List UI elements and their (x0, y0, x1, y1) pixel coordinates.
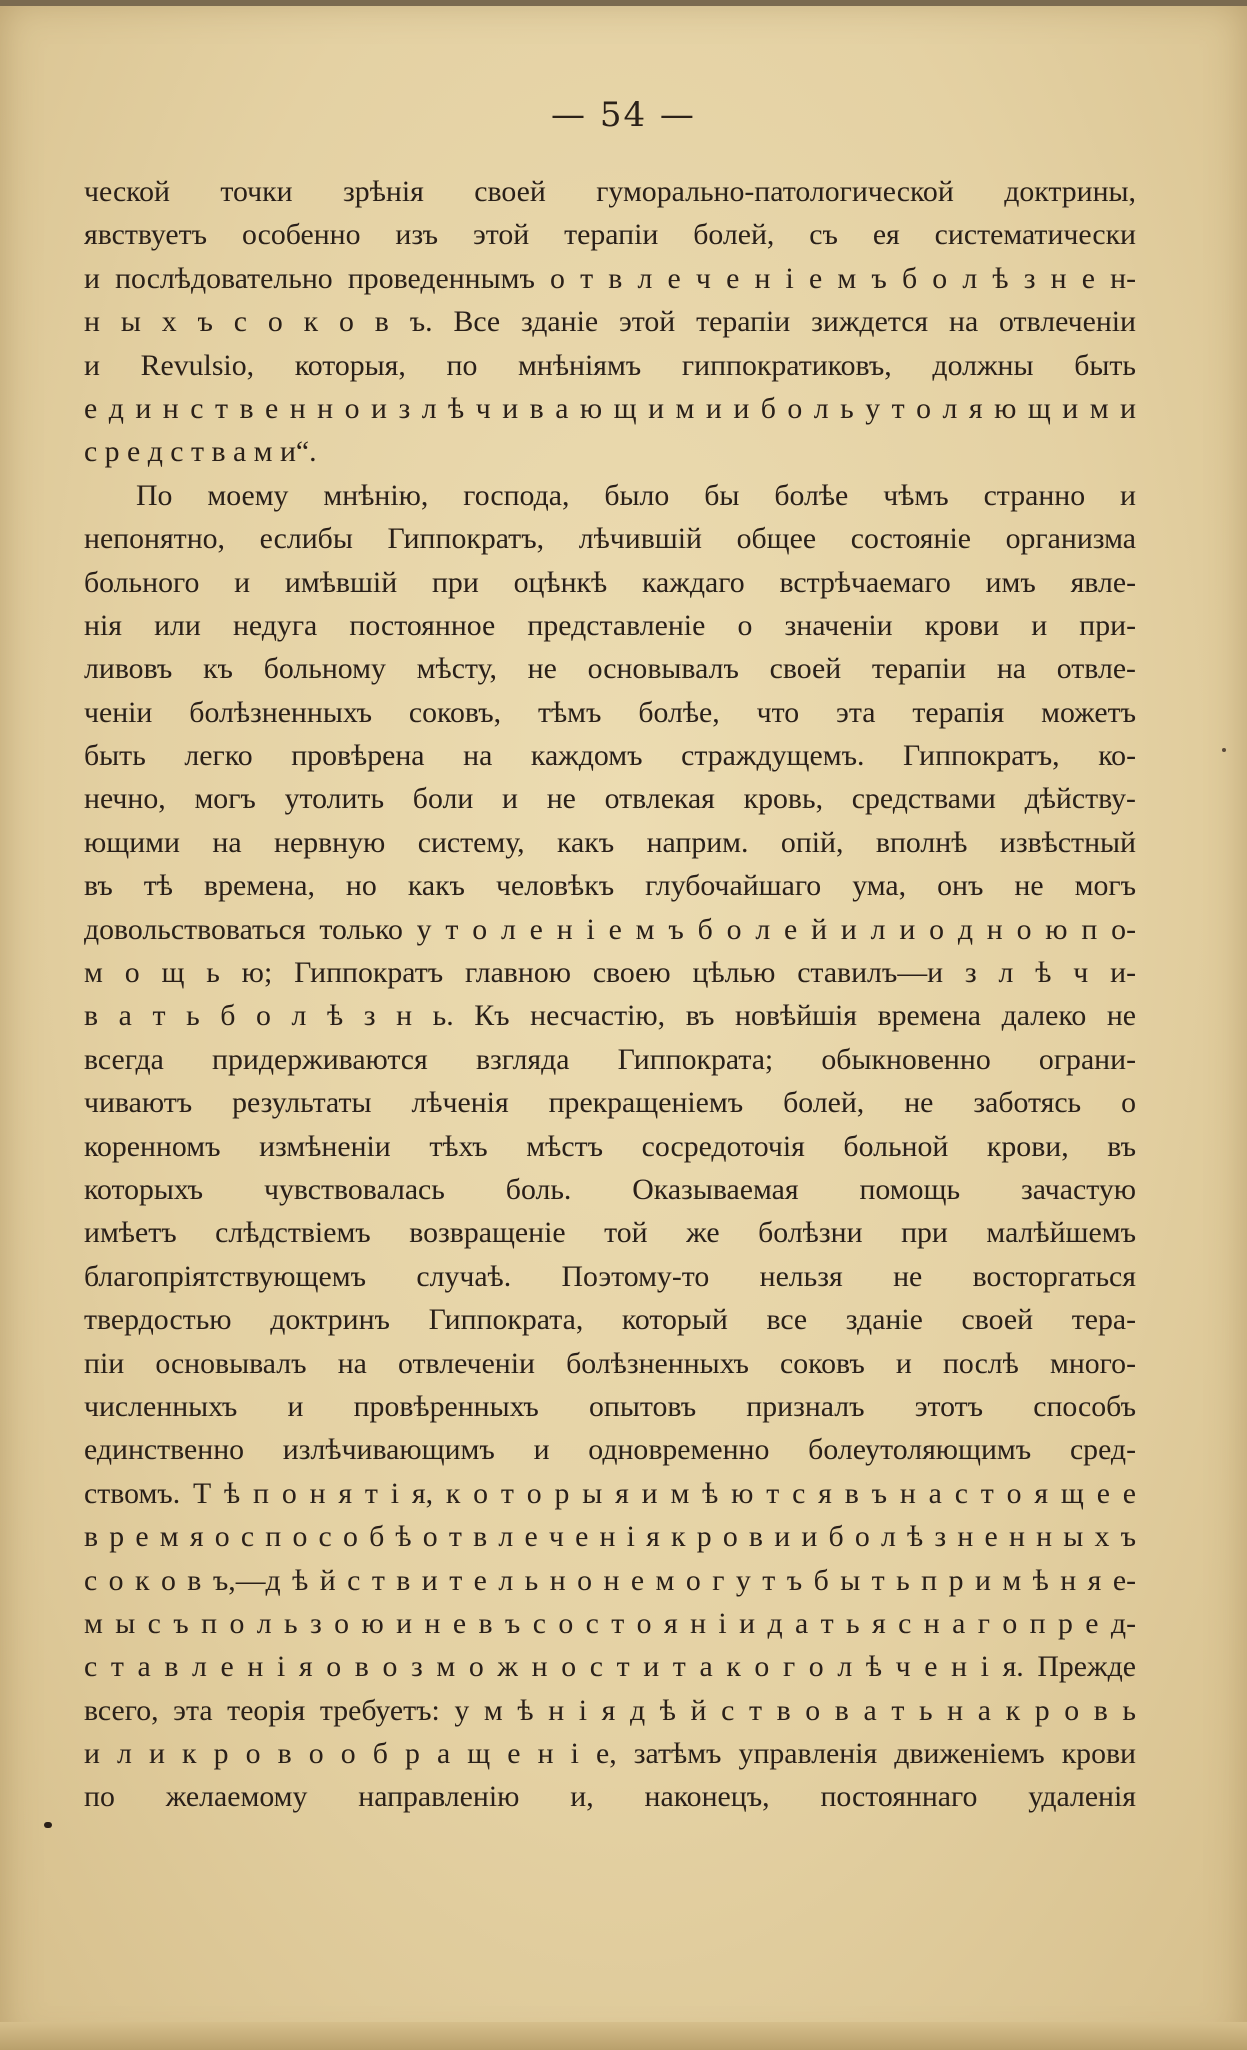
text-line: твердостью доктринъ Гиппократа, который все зданіе своей тера- (84, 1303, 1136, 1337)
text-line: нечно, могъ утолить боли и не отвлекая кровь, средствами дѣйству- (84, 782, 1136, 816)
ink-speck (44, 1822, 52, 1828)
text-line: по желаемому направленію и, наконецъ, постояннаго удаленія (84, 1780, 1136, 1814)
text-line: ливовъ къ больному мѣсту, не основывалъ своей терапіи на отвле- (84, 652, 1136, 686)
text-line: численныхъ и провѣренныхъ опытовъ призналъ этотъ способъ (84, 1389, 1136, 1423)
page-top-edge (0, 0, 1247, 6)
text-line: піи основывалъ на отвлеченіи болѣзненныхъ соковъ и послѣ много- (84, 1346, 1136, 1380)
ink-speck (1222, 748, 1226, 752)
text-line: благопріятствующемъ случаѣ. Поэтому-то нельзя не восторгаться (84, 1259, 1136, 1293)
text-line: и л и к р о в о о б р а щ е н і е, затѣмъ управленія движеніемъ крови (84, 1737, 1136, 1771)
text-line: с о к о в ъ,—д ѣ й с т в и т е л ь н о н е м о г у т ъ б ы т ь п р и м ѣ н я е- (84, 1563, 1136, 1597)
text-line: непонятно, еслибы Гиппократъ, лѣчившій общее состояніе организма (84, 522, 1136, 556)
text-line: которыхъ чувствовалась боль. Оказываемая помощь зачастую (84, 1172, 1136, 1206)
body-text (84, 170, 1136, 1819)
text-line: и послѣдовательно проведеннымъ о т в л е ч е н і е м ъ б о л ѣ з н е н- (84, 261, 1136, 295)
page-bottom-edge (0, 2022, 1247, 2050)
text-line: больного и имѣвшій при оцѣнкѣ каждаго встрѣчаемаго имъ явле- (84, 565, 1136, 599)
text-line: и Revulsio, которыя, по мнѣніямъ гиппократиковъ, должны быть (84, 348, 1136, 382)
text-line: единственно излѣчивающимъ и одновременно болеутоляющимъ сред- (84, 1433, 1136, 1467)
text-line: быть легко провѣрена на каждомъ страждущемъ. Гиппократъ, ко- (84, 739, 1136, 773)
text-line: ствомъ. Т ѣ п о н я т і я, к о т о р ы я и м ѣ ю т с я в ъ н а с т о я щ е е (84, 1476, 1136, 1510)
text-line: ющими на нервную систему, какъ наприм. опій, вполнѣ извѣстный (84, 825, 1136, 859)
text-line: довольствоваться только у т о л е н і е м ъ б о л е й и л и о д н о ю п о- (84, 912, 1136, 946)
text-line: с р е д с т в а м и“. (84, 435, 317, 469)
page-number: — 54 — (551, 95, 696, 135)
text-line: ческой точки зрѣнія своей гуморально-патологической доктрины, (84, 175, 1136, 208)
text-line: въ тѣ времена, но какъ человѣкъ глубочайшаго ума, онъ не могъ (84, 869, 1136, 903)
text-line: нія или недуга постоянное представленіе о значеніи крови и при- (84, 608, 1136, 642)
text-line: м ы с ъ п о л ь з о ю и н е в ъ с о с т о я н і и д а т ь я с н а г о п р е д- (84, 1606, 1136, 1640)
text-line: имѣетъ слѣдствіемъ возвращеніе той же болѣзни при малѣйшемъ (84, 1216, 1136, 1250)
text-line: чиваютъ результаты лѣченія прекращеніемъ болей, не заботясь о (84, 1086, 1136, 1120)
text-line: явствуетъ особенно изъ этой терапіи болей, съ ея систематически (84, 218, 1136, 252)
text-line: с т а в л е н і я о в о з м о ж н о с т и т а к о г о л ѣ ч е н і я. Прежде (84, 1650, 1136, 1684)
text-line: всего, эта теорія требуетъ: у м ѣ н і я д ѣ й с т в о в а т ь н а к р о в ь (84, 1693, 1136, 1727)
text-line: в а т ь б о л ѣ з н ь. Къ несчастію, въ новѣйшія времена далеко не (84, 999, 1136, 1033)
text-line: е д и н с т в е н н о и з л ѣ ч и в а ю щ и м и и б о л ь у т о л я ю щ и м и (84, 391, 1136, 425)
text-line: в р е м я о с п о с о б ѣ о т в л е ч е н і я к р о в и и б о л ѣ з н е н н ы х ъ (84, 1520, 1136, 1554)
text-line: м о щ ь ю; Гиппократъ главною своею цѣлью ставилъ—и з л ѣ ч и- (84, 956, 1136, 990)
text-line: По моему мнѣнію, господа, было бы болѣе чѣмъ странно и (136, 478, 1136, 512)
text-line: коренномъ измѣненіи тѣхъ мѣстъ сосредоточія больной крови, въ (84, 1129, 1136, 1163)
text-line: н ы х ъ с о к о в ъ. Все зданіе этой терапіи зиждется на отвлеченіи (84, 305, 1136, 339)
text-line: всегда придерживаются взгляда Гиппократа; обыкновенно ограни- (84, 1042, 1136, 1076)
text-line: ченіи болѣзненныхъ соковъ, тѣмъ болѣе, что эта терапія можетъ (84, 695, 1136, 729)
